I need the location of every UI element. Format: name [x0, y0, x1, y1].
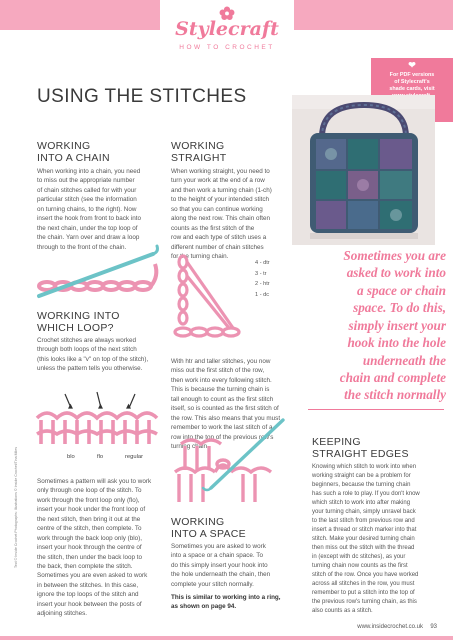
body-which-loop: Crochet stitches are always worked through both loops of the next stitch (this looks like a "v" on top of the stitch), unless the pattern tells you otherwise. — [37, 337, 149, 373]
body-working-into-chain: When working into a chain, you need to miss out the appropriate number of chain stitches called for with your particular stitch (see the information on turning chains, to the right). Now insert the hook from front to back into the next chain, under the top loop of the chain. Yarn over and draw a loop through to the front of the chain. — [37, 168, 141, 251]
page-title: USING THE STITCHES — [37, 86, 247, 107]
legend-row: 3 - tr — [255, 270, 267, 277]
legend-row: 4 - dtr — [255, 260, 270, 266]
turning-chain-diagram — [171, 248, 289, 348]
badge-line: of Stylecraft's — [394, 78, 430, 85]
section-divider — [308, 409, 444, 410]
illustration-credit: Text © Inside Crochet Photographs: Illustrations © Inside Crochet/Tina Miles — [14, 446, 18, 568]
badge-line: For PDF versions — [389, 72, 435, 78]
heading-working-straight: WORKING STRAIGHT — [171, 140, 227, 165]
badge-line: shade cards, visit — [389, 85, 435, 92]
turning-chain-legend — [255, 258, 270, 301]
body-straight-edges: Knowing which stitch to work into when working straight can be a problem for beginners, because the turning chain has such a role to play. If you don't know which stitch to work into after making your turning chain, simply unravel back to the last stitch from previous row and insert a thread or stitch marker into that stitch. Make your desired turning chain then miss out the stitch with the thread in (except with dc stitches), as your turning chain now counts as the first stitch of the row. Once you have worked across all stitches in the row, you must remember to put a stitch into the top of the previous row's turning chain, as this also counts as a stitch. — [312, 464, 420, 614]
footer-bar — [0, 636, 453, 640]
header-ribbon-left — [0, 0, 168, 30]
loop-diagram — [35, 380, 167, 464]
chain-illustration — [35, 236, 163, 316]
heading-line: WORKING — [37, 140, 91, 152]
heading-which-loop: WORKING INTO WHICH LOOP? — [37, 310, 120, 335]
legend-row: 2 - htr — [255, 281, 270, 288]
note-into-space: This is similar to working into a ring, as shown on page 94. — [171, 594, 281, 611]
heading-line: INTO A CHAIN — [37, 152, 110, 165]
brand-tagline: HOW TO CROCHET — [179, 44, 275, 51]
brand-logo — [160, 0, 294, 60]
crochet-bag-photo — [292, 95, 435, 245]
loop-label-blo: blo — [67, 454, 75, 460]
legend-row: 1 - dc — [255, 291, 270, 298]
header-ribbon-right — [285, 0, 453, 30]
heading-straight-edges: KEEPING STRAIGHT EDGES — [312, 436, 409, 461]
bag-illustration — [292, 95, 435, 245]
footer-url[interactable]: www.insidecrochet.co.uk — [357, 624, 423, 630]
loop-label-flo: flo — [97, 454, 104, 460]
body-into-space: Sometimes you are asked to work into a space or a chain space. To do this simply insert your hook into the hole underneath the chain, then complete your stitch normally. — [171, 543, 271, 588]
heart-icon: ❤ — [408, 60, 416, 70]
heading-working-into-chain — [37, 140, 110, 164]
turning-chain-illustration — [171, 248, 243, 348]
brand-name: Stylecraft — [175, 18, 279, 40]
loop-label-regular: regular — [125, 454, 144, 460]
pull-quote: Sometimes you are asked to work into a space or chain space. To do this, simply insert your hook into the hole underneath the chain and complete the stitch normally — [339, 248, 446, 403]
space-illustration — [171, 418, 295, 506]
page-number: 93 — [430, 624, 437, 630]
space-diagram — [171, 418, 295, 506]
heading-into-space: WORKING INTO A SPACE — [171, 516, 246, 541]
chain-diagram — [35, 236, 163, 316]
loop-illustration — [35, 380, 167, 452]
body-working-straight: When working straight, you need to turn your work at the end of a row and then work a turning chain (1-ch) to the height of your intended stitch so that you can continue working along the next row. This chain often counts as the first stitch of the row and each type of stitch uses a different number of chain stitches for the turning chain. — [171, 168, 272, 260]
body-taller-stitches: With htr and taller stitches, you now miss out the first stitch of the row, then work into every following stitch. This is because the turning chain is tall enough to count as the first stitch itself, so is counted as the first stitch of the row. This also means that you must remember to work the last stitch of a row into the top of the previous row's turning chain. — [171, 358, 281, 450]
body-one-loop: Sometimes a pattern will ask you to work only through one loop of the stitch. To work through the front loop only (flo), insert your hook under the front loop of the next stitch, then bring it out at the centre of the stitch, then complete. To work through the back loop only (blo), insert your hook through the centre of the stitch, then under the back loop to the back, then complete the stitch. Sometimes you are even asked to work in between the stitches. In this case, ignore the top loops of the stitch and insert your hook between the posts of adjoining stitches. — [37, 478, 152, 618]
